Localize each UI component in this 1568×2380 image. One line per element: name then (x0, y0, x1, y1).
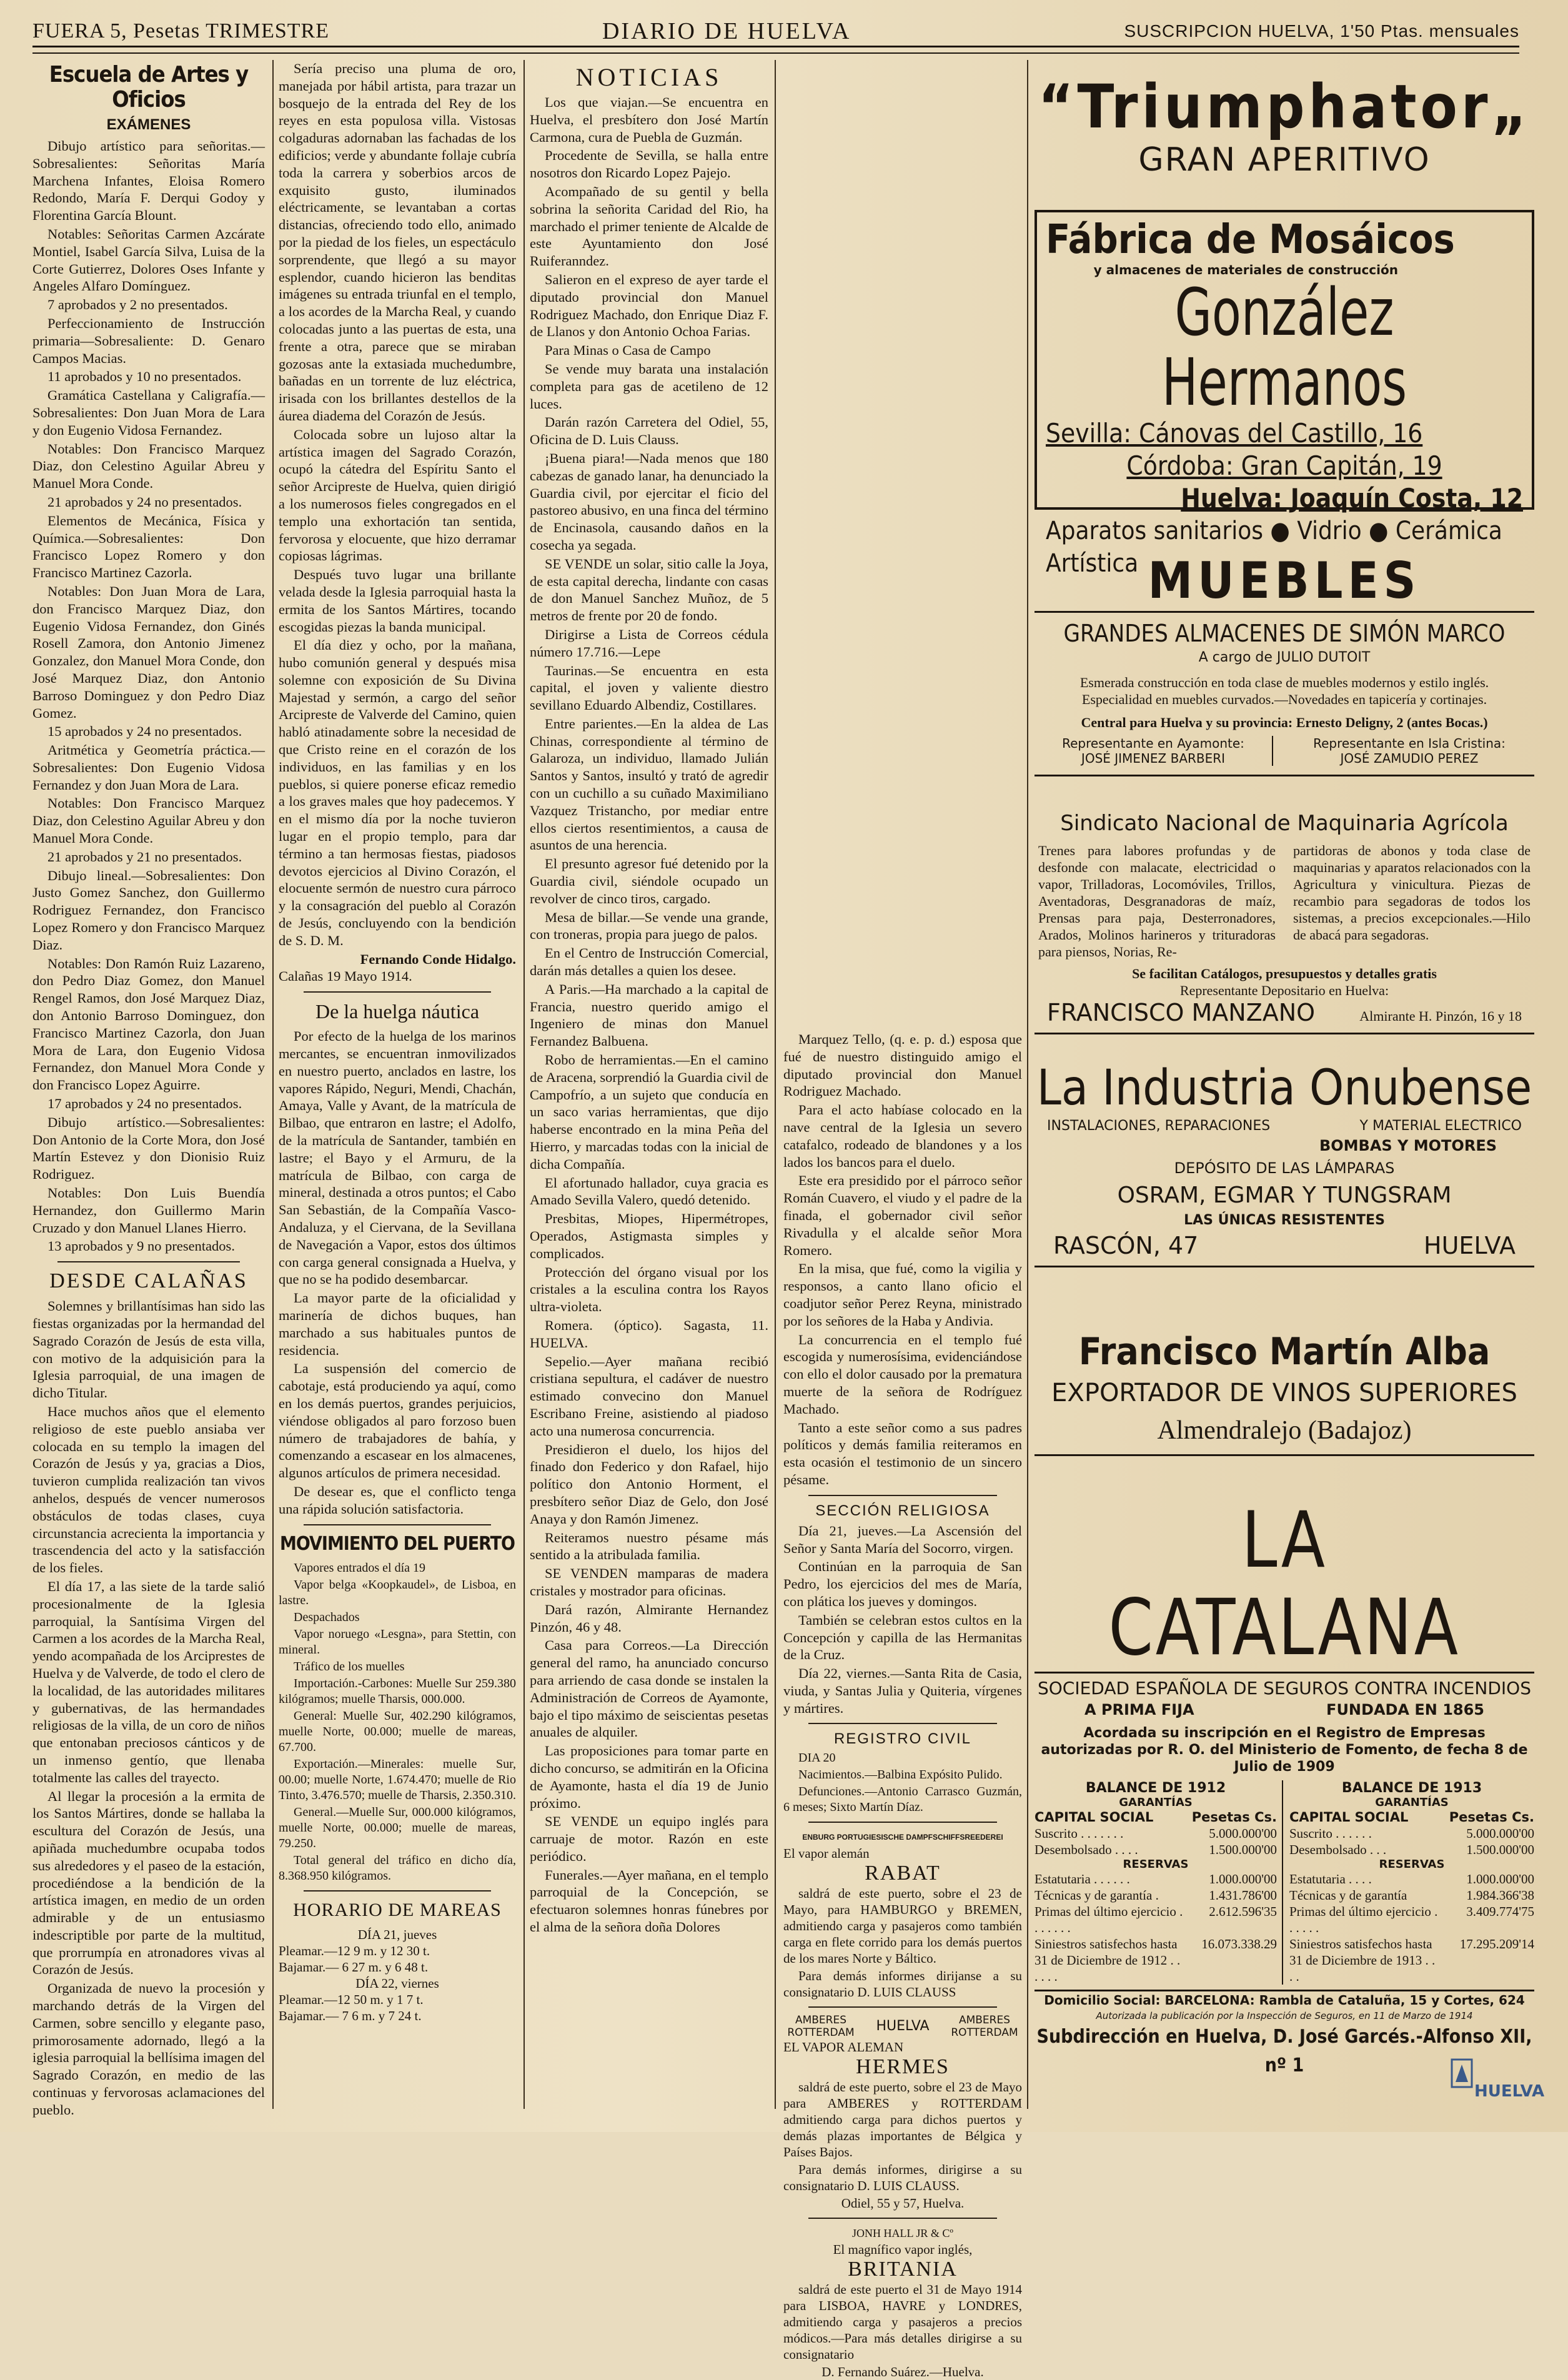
ad-line: Autorizada la publicación por la Inspección de Seguros, en 11 de Marzo de 1914 (1096, 2010, 1473, 2021)
paragraph: Solemnes y brillantísimas han sido las fiestas organizadas por la hermandad del Sagrado Corazón de Jesús de esta villa, con motivo de la adquisición para la Iglesia parroquial, de una imagen de dicho Titular. (32, 1298, 265, 1401)
article-title: SECCIÓN RELIGIOSA (815, 1502, 990, 1519)
route-mid: HUELVA (876, 2018, 930, 2035)
paragraph: En el Centro de Instrucción Comercial, darán más detalles a quien los desee. (530, 945, 768, 979)
balance-label: Suscrito . . . . . . . (1035, 1826, 1124, 1841)
article-body (32, 1297, 265, 2118)
article-body (279, 60, 516, 950)
library-label: HUELVA (1474, 2082, 1545, 2101)
divider (808, 1822, 997, 1823)
balance-value: 1.000.000'00 (1209, 1872, 1277, 1887)
ad-martin-alba (1035, 1328, 1534, 1515)
balance-label: Técnicas y de garantía (1289, 1888, 1407, 1903)
column-rule (523, 60, 525, 2109)
ad-line: Aparatos sanitarios ● Vidrio ● Cerámica Artística (1046, 517, 1502, 578)
article-body (783, 1522, 1022, 1717)
ad-title: “Triumphator„ (1038, 72, 1531, 142)
paragraph: Sería preciso una pluma de oro, manejada por hábil artista, para trazar un bosquejo de la entrada del Rey de los reyes en esta populosa villa. Vistosas colgaduras adornaban las fachadas de los edificios; verde y abundante follaje cubría toda la carrera y soberbios arcos de exquisito gusto, iluminados eléctricamente, se levantaban a cortas distancias, ofreciendo todo ello, animado por la piedad de los fieles, un espectáculo sorprendente, que llegó a su mayor esplendor, cuando hicieron las benditas imágenes su entrada triunfal en el templo, a los acordes de la Marcha Real, y cuando colocadas junto a las puertas de esta, una frente a otra, parece que se miraban gozosas ante la extasiada muchedumbre, bañadas en un torrente de luz eléctrica, irisada con los brillantes destellos de la áurea diadema del Corazón de Jesús. (279, 61, 516, 424)
paragraph: Procedente de Sevilla, se halla entre nosotros don Ricardo Lopez Pajejo. (530, 147, 768, 181)
paragraph: Hace muchos años que el elemento religioso de este pueblo ansiaba ver colocada en su templo la imagen del Corazón de Jesús y ya, gracias a Dios, tuvieron cumplida realización tan vivos anhelos, después de vencer numerosos obstáculos de todas clases, cuya circunstancia acrecienta la importancia y trascendencia del acto y la satisfacción de los fieles. (32, 1403, 265, 1576)
ad-city: HUELVA (1424, 1232, 1516, 1259)
ad-line: SOCIEDAD ESPAÑOLA DE SEGUROS CONTRA INCENDIOS (1037, 1678, 1531, 1698)
ship-tag: ENBURG PORTUGIESISCHE DAMPFSCHIFFSREEDEREI (802, 1833, 1003, 1842)
balance-value: 5.000.000'00 (1209, 1826, 1277, 1841)
balance-label: CAPITAL SOCIAL (1035, 1810, 1154, 1825)
balance-label: Siniestros satisfechos hasta 31 de Diciembre de 1913 . . . . (1289, 1936, 1436, 1984)
paragraph: Acompañado de su gentil y bella sobrina la señorita Caridad del Rio, ha marchado el primer teniente de Alcalde de este Ayuntamiento don José Ruiferanndez. (530, 183, 768, 269)
paragraph: Dibujo artístico.—Sobresalientes: Don Antonio de la Corte Mora, don José Martín Estevez y don Dionisio Ruiz Rodriguez. (32, 1114, 265, 1183)
article-title: NOTICIAS (575, 63, 723, 91)
balance-value: 5.000.000'00 (1466, 1826, 1534, 1841)
route-left: AMBERES ROTTERDAM (787, 2014, 855, 2040)
ad-line: Subdirección en Huelva, D. José Garcés.-Alfonso XII, nº 1 (1036, 2026, 1532, 2076)
article-body (279, 1560, 516, 1884)
ship-text: saldrá de este puerto el 31 de Mayo 1914 para LISBOA, HAVRE y LONDRES, admitiendo carga y pasajeros a precios módicos.—Para más detalles dirigirse a su consignatario (783, 2282, 1022, 2363)
ship-ad-hermes (783, 2014, 1022, 2211)
paragraph: Notables: Don Francisco Marquez Diaz, don Celestino Aguilar Abreu y don Manuel Mora Conde. (32, 795, 265, 846)
paragraph: Taurinas.—Se encuentra en esta capital, el joven y valiente diestro sevillano Eduardo Albendiz, Costillares. (530, 662, 768, 713)
ship-text: saldrá de este puerto, sobre el 23 de Mayo para AMBERES y ROTTERDAM admitiendo carga para dichos puertos y demás plazas importantes de Bélgica y Países Bajos. (783, 2080, 1022, 2160)
ad-line: Acordada su inscripción en el Registro de Empresas autorizadas por R. O. del Ministerio de Fomento, de fecha 8 de Julio de 1909 (1041, 1725, 1528, 1775)
paragraph: Dibujo artístico para señoritas.—Sobresalientes: Señoritas María Marchena Infantes, Eloisa Romero Redondo, María F. Derqui Godoy y Florentina García Blount. (32, 138, 265, 224)
ad-title: La Industria Onubense (1036, 1060, 1532, 1116)
paragraph: Robo de herramientas.—En el camino de Aracena, sorprendió la Guardia civil de Campofrío, a un sujeto que conducía en un saco varias herramientas, que dijo haberse encontrado en la mina Peña del Hierro, y marcadas todas con la inicial de dicha Compañía. (530, 1052, 768, 1172)
paragraph: Los que viajan.—Se encuentra en Huelva, el presbítero don José Martín Carmona, cura de Puebla de Guzmán. (530, 94, 768, 145)
ad-line: LAS ÚNICAS RESISTENTES (1184, 1212, 1385, 1228)
ad-industria (1035, 1059, 1534, 1359)
balance-value: 2.612.596'35 (1209, 1904, 1277, 1919)
ad-line: y almacenes de materiales de construcción (1093, 262, 1398, 277)
paragraph: La suspensión del comercio de cabotaje, está produciendo ya aquí, como en los demás puertos, grandes perjuicios, viéndose obligados al paro forzoso buen número de trabajadores de bahía, y comenzando a escasear en los almacenes, algunos artículos de primera necesidad. (279, 1361, 516, 1481)
paragraph: 17 aprobados y 24 no presentados. (47, 1096, 242, 1112)
divider (304, 991, 491, 993)
article-title: DESDE CALAÑAS (49, 1269, 248, 1293)
paragraph: 15 aprobados y 24 no presentados. (47, 723, 242, 740)
ad-text: partidoras de abonos y toda clase de maquinarias y aparatos relacionados con la Agricultura y vinicultura. Piezas de recambio para segadoras de todos los sistemas, a precios excepcionales.—Hilo de abacá para segadoras. (1293, 843, 1531, 943)
ad-line: Representante Depositario en Huelva: (1179, 983, 1389, 998)
paragraph: Sepelio.—Ayer mañana recibió cristiana sepultura, el cadáver de nuestro estimado convecino don Manuel Escribano Freine, asistiendo al piadoso acto una numerosa concurrencia. (530, 1353, 768, 1439)
balance-value: 3.409.774'75 (1466, 1904, 1534, 1919)
paragraph: Las proposiciones para tomar parte en dicho concurso, se admitirán en la Oficina de Ayamonte, hasta el día 19 de Junio próximo. (530, 1743, 768, 1811)
balance-title: BALANCE DE 1913 (1341, 1780, 1482, 1796)
paragraph: Notables: Don Juan Mora de Lara, don Francisco Marquez Diaz, don Eugenio Vidosa Fernandez, don Ginés Rosell Zamora, don Antonio Jimenez Gonzalez, don Manuel Mora Conde, don José Marquez Diaz, don Antonio Barroso Dominguez y don Pedro Diaz Gomez. (32, 583, 265, 721)
divider (808, 1495, 997, 1496)
ad-line: Se facilitan Catálogos, presupuestos y detalles gratis (1132, 966, 1437, 981)
paragraph: SE VENDE un solar, sitio calle la Joya, de esta capital derecha, lindante con casas de don Manuel Sanchez Muñoz, de 5 metros de frente por 20 de fondo. (530, 555, 768, 624)
balance-label: Técnicas y de garantía . (1035, 1888, 1159, 1903)
ad-address: Córdoba: Gran Capitán, 19 (1126, 450, 1442, 481)
balance-label: Pesetas Cs. (1191, 1810, 1277, 1825)
paragraph: ¡Buena piara!—Nada menos que 180 cabezas de ganado lanar, ha denunciado la Guardia civil, por ejercitar el ficio del pastoreo abusivo, en una finca del término de Encinasola, causando daños en la cosecha ya segada. (530, 450, 768, 553)
article-body (530, 94, 768, 1936)
advertisements (1035, 60, 1534, 2103)
ad-subtitle: GRAN APERITIVO (1138, 141, 1431, 179)
paragraph: Tanto a este señor como a sus padres políticos y demás familia reiteramos en esta ocasión el testimonio de un sincero pésame. (783, 1419, 1022, 1487)
paragraph: La mayor parte de la oficialidad y marinería de dichos buques, han marchado a sus habituales puntos de residencia. (279, 1290, 516, 1358)
ship-ad-rabat (783, 1829, 1022, 2000)
column-rule (775, 60, 776, 2109)
paragraph: Día 21, jueves.—La Ascensión del Señor y Santa María del Socorro, virgen. (783, 1522, 1022, 1556)
balance-label: Desembolsado . . . (1289, 1842, 1387, 1857)
ad-address: Huelva: Joaquín Costa, 12 (1181, 483, 1523, 513)
route-right: AMBERES ROTTERDAM (951, 2014, 1018, 2040)
ship-contact: Para demás informes dirijanse a su consignatario D. LUIS CLAUSS (783, 1968, 1022, 2000)
ship-text: saldrá de este puerto, sobre el 23 de Mayo, para HAMBURGO y BREMEN, admitiendo carga y pasajeros como también carga en flete corrido para los demás puertos de los mares Norte y Báltico. (783, 1886, 1022, 1966)
column-rule (1027, 60, 1028, 2109)
ad-title: MUEBLES (1148, 552, 1421, 610)
paragraph: General: Muelle Sur, 402.290 kilógramos, muelle Norte, 00.000; muelle de mareas, 67.700. (279, 1708, 516, 1754)
paragraph: Este era presidido por el párroco señor Román Cuavero, el viudo y el padre de la finada, el gobernador civil señor Rivadulla y el alcalde señor Mora Romero. (783, 1173, 1022, 1258)
ad-line: A PRIMA FIJA (1084, 1701, 1194, 1718)
paragraph: DIA 20 (798, 1751, 836, 1765)
ad-address: Sevilla: Cánovas del Castillo, 16 (1046, 418, 1423, 449)
balance-label: Primas del último ejercicio . . . . . . (1289, 1904, 1438, 1935)
paragraph: 7 aprobados y 2 no presentados. (47, 297, 228, 313)
ad-name: FRANCISCO MANZANO (1047, 999, 1316, 1026)
tide-row: Pleamar.—12 50 m. y 1 7 t. (279, 1991, 424, 2007)
column-2 (279, 60, 516, 2103)
tide-day: DÍA 22, viernes (355, 1975, 439, 1991)
ship-line: EL VAPOR ALEMAN (783, 2040, 904, 2055)
balance-label: Estatutaria . . . . (1289, 1872, 1372, 1887)
paragraph: Total general del tráfico en dicho día, 8.368.950 kilógramos. (279, 1853, 516, 1883)
column-1 (32, 60, 265, 2118)
divider (808, 1723, 997, 1724)
article-title: De la huelga náutica (315, 1000, 480, 1023)
paragraph: Al llegar la procesión a la ermita de los Santos Mártires, donde se hallaba la escultura del Corazón de Jesús, una apiñada muchedumbre ocupaba todos sus alrededores y el paseo de la estación, procediéndose a la bendición de la artística imagen, en medio de un orden admirable y de un entusiasmo indescriptible por parte de la multitud, que prorrumpía en atronadores vivas al Corazón de Jesús. (32, 1788, 265, 1978)
ad-title: Francisco Martín Alba (1078, 1330, 1491, 1374)
paragraph: Nacimientos.—Balbina Expósito Pulido. (798, 1768, 1003, 1782)
balance-label: Siniestros satisfechos hasta 31 de Diciembre de 1912 . . . . . . (1035, 1936, 1181, 1984)
paragraph: En la misa, que fué, como la vigilia y responsos, a canto llano oficio el coadjutor señor Perez Reyna, ministrado por los señores de la Haba y Andivia. (783, 1261, 1022, 1329)
paragraph: Presidieron el duelo, los hijos del finado don Federico y don Rafael, hijo político don Antonio Horment, el presbítero señor Diaz de Gelo, don José Anaya y don Ramón Jimenez. (530, 1441, 768, 1527)
balance-value: 1.500.000'00 (1209, 1842, 1277, 1857)
ad-line: Y MATERIAL ELECTRICO (1359, 1118, 1522, 1134)
paragraph: Gramática Castellana y Caligrafía.—Sobresalientes: Don Juan Mora de Lara y don Eugenio Vidosa Fernandez. (32, 387, 265, 438)
article-body (279, 1028, 516, 1517)
tide-row: Pleamar.—12 9 m. y 12 30 t. (279, 1943, 430, 1958)
ad-line: Esmerada construcción en toda clase de muebles modernos y estilo inglés. Especialidad en muebles curvados.—Novedades en tapicería y cortinajes. (1079, 675, 1489, 707)
balance-value: 1.431.786'00 (1209, 1888, 1277, 1903)
balance-value: 1.000.000'00 (1466, 1872, 1534, 1887)
ad-triumphator (1035, 72, 1534, 197)
rep-name: JOSÉ ZAMUDIO PEREZ (1340, 751, 1479, 766)
divider (808, 2006, 997, 2008)
paragraph: Colocada sobre un lujoso altar la artística imagen del Sagrado Corazón, ocupó la cátedra del Espíritu Santo el señor Arcipreste de Huelva, quien dirigió a los numerosos fieles congregados en el templo una exhortación tan sentida, fervorosa y elocuente, que hizo derramar copiosas lágrimas. (279, 426, 516, 564)
paragraph: Despachados (294, 1610, 360, 1624)
paragraph: 21 aprobados y 21 no presentados. (47, 848, 242, 865)
balance-label: Primas del último ejercicio . . . . . . . (1035, 1904, 1183, 1935)
dateline: Calañas 19 Mayo 1914. (279, 968, 412, 984)
ad-title: Fábrica de Mosáicos (1046, 217, 1455, 263)
paragraph: Se vende muy barata una instalación completa para gas de acetileno de 12 luces. (530, 360, 768, 412)
paragraph: Continúan en la parroquia de San Pedro, los ejercicios del mes de María, con plática los jueves y domingos. (783, 1559, 1022, 1609)
ship-name: RABAT (865, 1862, 941, 1885)
ad-line: Almendralejo (Badajoz) (1157, 1416, 1412, 1445)
paragraph: Defunciones.—Antonio Carrasco Guzmán, 6 meses; Sixto Martín Díaz. (783, 1785, 1022, 1815)
ship-tag: JONH HALL JR & Cº (852, 2227, 953, 2240)
paragraph: SE VENDE un equipo inglés para carruaje de motor. Razón en este periódico. (530, 1813, 768, 1864)
paragraph: El día 17, a las siete de la tarde salió procesionalmente de la Iglesia parroquial, la Santísima Virgen del Carmen a los acordes de la Marcha Real, yendo acompañada de los Arciprestes de Huelva y de Valverde, de todo el clero de la localidad, de las autoridades militares y gubernativas, de las hermandades religiosas de la villa, de un coro de niños que entonaban preciosos cánticos y de un inmenso gentío, que llenaba totalmente las calles del trayecto. (32, 1578, 265, 1785)
rep-name: JOSÉ JIMENEZ BARBERI (1081, 751, 1226, 766)
balance-value: 1.500.000'00 (1466, 1842, 1534, 1857)
paragraph: El presunto agresor fué detenido por la Guardia civil, siéndole ocupado un revolver de cinco tiros, cargado. (530, 856, 768, 906)
paragraph: 13 aprobados y 9 no presentados. (47, 1238, 235, 1254)
ad-line: FUNDADA EN 1865 (1326, 1701, 1484, 1718)
paragraph: A Paris.—Ha marchado a la capital de Francia, nuestro querido amigo el Ingeniero de minas don Manuel Fernandez Balbuena. (530, 981, 768, 1049)
paragraph: General.—Muelle Sur, 000.000 kilógramos, muelle Norte, 00.000; muelle de mareas, 79.250. (279, 1805, 516, 1850)
masthead (32, 14, 1519, 49)
paragraph: Tráfico de los muelles (294, 1659, 405, 1673)
paragraph: 11 aprobados y 10 no presentados. (47, 369, 242, 385)
paragraph: Presbitas, Miopes, Hipermétropes, Operados, Astigmasta simples y complicados. (530, 1211, 768, 1261)
ad-address: Almirante H. Pinzón, 16 y 18 (1359, 1008, 1522, 1024)
ship-contact: D. Fernando Suárez.—Huelva. (821, 2364, 984, 2380)
ship-contact: Para demás informes, dirigirse a su consignatario D. LUIS CLAUSS. (783, 2162, 1022, 2194)
paragraph: Notables: Don Ramón Ruiz Lazareno, don Pedro Diaz Gomez, don Manuel Rengel Ramos, don José Marquez Diaz, don Antonio Barroso Dominguez, don Francisco Martinez Cazorla, don Juan Mora de Lara, don Eugenio Vidosa Fernandez, don Manuel Mora Conde y don Francisco Lopez Aguirre. (32, 955, 265, 1093)
column-4 (783, 1031, 1022, 2380)
paragraph: También se celebran estos cultos en la Concepción y capilla de las Hermanitas de la Cruz. (783, 1612, 1022, 1663)
ad-title: LA CATALANA (1108, 1495, 1461, 1673)
article-body (783, 1031, 1022, 1489)
ad-brand: González Hermanos (1161, 274, 1407, 420)
ad-line: Domicilio Social: BARCELONA: Rambla de Cataluña, 15 y Cortes, 624 (1044, 1993, 1525, 2008)
ad-la-catalana (1035, 1497, 1534, 2103)
divider (808, 2218, 997, 2219)
ship-name: HERMES (856, 2055, 950, 2079)
balance-header: GARANTÍAS (1375, 1796, 1449, 1809)
paragraph: Por efecto de la huelga de los marinos mercantes, se encuentran inmovilizados en nuestro puerto, anclados en lastre, los vapores Rápido, Neguri, Mendi, Chachán, Amaya, Valle y Avant, de la matrícula de Bilbao, que entraron en lastre; el Adolfo, de la matrícula de Santander, también en lastre; el Bayo y el Armuru, de la matrícula de Bilbao, con carga de mineral, destinada a otros puntos; el Cabo San Sebastián, de la Compañía Vasco-Andaluza, y el Ciervana, de la Sevillana de Navegación a Vapor, estos dos últimos con carga general consignada a Huelva, y que no se ha podido desembarcar. (279, 1028, 516, 1287)
paragraph: Dará razón, Almirante Hernandez Pinzón, 46 y 48. (530, 1601, 768, 1635)
paragraph: Exportación.—Minerales: muelle Sur, 00.00; muelle Norte, 1.674.470; muelle de Rio Tinto, 3.476.570; muelle de Tharsis, 2.350.310. (279, 1757, 516, 1802)
ad-line: GRANDES ALMACENES DE SIMÓN MARCO (1063, 620, 1506, 647)
ad-title: Sindicato Nacional de Maquinaria Agrícola (1060, 811, 1509, 836)
article-title: MOVIMIENTO DEL PUERTO (280, 1532, 515, 1555)
paragraph: Vapor belga «Koopkaudel», de Lisboa, en lastre. (279, 1577, 516, 1607)
paragraph: SE VENDEN mamparas de madera cristales y mostrador para oficinas. (530, 1565, 768, 1599)
balance-label: Pesetas Cs. (1449, 1810, 1534, 1825)
paragraph: 21 aprobados y 24 no presentados. (47, 493, 242, 510)
article-title: Escuela de Artes y Oficios (49, 62, 249, 112)
balance-header: RESERVAS (1123, 1858, 1189, 1871)
ad-line: DEPÓSITO DE LAS LÁMPARAS (1174, 1159, 1395, 1177)
balance-title: BALANCE DE 1912 (1085, 1780, 1226, 1796)
paragraph: Mesa de billar.—Se vende una grande, con troneras, propia para juego de palos. (530, 909, 768, 943)
balance-1912 (1035, 1780, 1283, 1985)
library-seal-icon (1449, 2057, 1545, 2107)
divider (304, 1890, 491, 1892)
rep-label: Representante en Isla Cristina: (1313, 736, 1506, 751)
balance-label: Estatutaria . . . . . . (1035, 1872, 1130, 1887)
ad-text: Trenes para labores profundas y de desfonde con malacate, electricidad o vapor, Trilladoras, Locomóviles, Trillos, Aventadoras, Desgranadoras de maíz, Prensas para paja, Desterronadores, Arados, Molinos harineros y trituradoras para piensos, Norias, Re- (1038, 843, 1276, 959)
tide-row: Bajamar.— 6 27 m. y 6 48 t. (279, 1959, 429, 1975)
balance-value: 1.984.366'38 (1466, 1888, 1534, 1903)
paragraph: Después tuvo lugar una brillante velada desde la Iglesia parroquial hasta la ermita de los Santos Mártires, tocando escogidas piezas la banda municipal. (279, 567, 516, 635)
ad-mosaicos (1035, 210, 1534, 578)
paragraph: Darán razón Carretera del Odiel, 55, Oficina de D. Luis Clauss. (530, 414, 768, 448)
ad-line: BOMBAS Y MOTORES (1319, 1137, 1497, 1154)
paragraph: Vapor noruego «Lesgna», para Stettin, con mineral. (279, 1627, 516, 1657)
balance-header: GARANTÍAS (1119, 1796, 1193, 1809)
rep-label: Representante en Ayamonte: (1062, 736, 1244, 751)
paragraph: El afortunado hallador, cuya gracia es Amado Sevilla Valero, quedó detenido. (530, 1174, 768, 1208)
paragraph: Día 22, viernes.—Santa Rita de Casia, viuda, y Santas Julia y Quiteria, vírgenes y mártires. (783, 1665, 1022, 1716)
ad-sindicato (1035, 810, 1534, 1097)
column-rule (272, 60, 274, 2109)
masthead-rule (32, 46, 1519, 54)
article-title: HORARIO DE MAREAS (293, 1899, 502, 1920)
paragraph: Dibujo lineal.—Sobresalientes: Don Justo Gomez Sanchez, don Guillermo Rodriguez Fernandez, don Francisco Lopez Romero y don Francisco Marquez Diaz. (32, 867, 265, 953)
balance-value: 16.073.338.29 (1201, 1936, 1277, 1951)
signature: Fernando Conde Hidalgo. (360, 951, 516, 967)
ad-line: INSTALACIONES, REPARACIONES (1047, 1118, 1271, 1134)
paragraph: Elementos de Mecánica, Física y Química.—Sobresalientes: Don Francisco Lopez Romero y don Francisco Martinez Cazorla. (32, 512, 265, 581)
paragraph: Salieron en el expreso de ayer tarde el diputado provincial don Manuel Rodriguez Machado, don Enrique Diaz F. de Llanos y don Antonio Ochoa Farias. (530, 271, 768, 340)
tide-row: Bajamar.— 7 6 m. y 7 24 t. (279, 2008, 422, 2023)
divider (304, 1524, 491, 1525)
divider (57, 1261, 240, 1262)
ship-name: BRITANIA (848, 2258, 958, 2281)
paragraph: El día diez y ocho, por la mañana, hubo comunión general y después misa solemne con exposición de Su Divina Majestad y sermón, a cargo del señor Arcipreste de Valverde del Camino, quien habló atinadamente sobre la necesidad de que Cristo reine en el corazón de los individuos, en las familias y en los pueblos, si quiere ponerse eficaz remedio a los graves males que hoy padecemos. Y en el mismo día por la noche tuvieron lugar en el propio templo, para dar término a tan hermosas fiestas, piadosos devotos ejercicios al Divino Corazón, el elocuente sermón de nuestro cura párroco y la consagración del pueblo al Corazón de Jesús, concluyendo con la bendición de S. D. M. (279, 637, 516, 948)
paragraph: Protección del órgano visual por los cristales a la esculina contra los Rayos ultra-violeta. (530, 1264, 768, 1315)
balance-1913 (1289, 1780, 1534, 1985)
ad-line: Central para Huelva y su provincia: Ernesto Deligny, 2 (antes Bocas.) (1081, 715, 1488, 730)
paragraph: Notables: Don Francisco Marquez Diaz, don Celestino Aguilar Abreu y Manuel Mora Conde. (32, 440, 265, 492)
paragraph: Marquez Tello, (q. e. p. d.) esposa que fué de nuestro distinguido amigo el diputado provincial don Manuel Rodriguez Machado. (783, 1031, 1022, 1099)
paragraph: Importación.-Carbones: Muelle Sur 259.380 kilógramos; muelle Tharsis, 000.000. (279, 1676, 516, 1706)
paragraph: Para Minas o Casa de Campo (545, 342, 711, 359)
balance-header: RESERVAS (1379, 1858, 1445, 1871)
paragraph: Dirigirse a Lista de Correos cédula número 17.716.—Lepe (530, 626, 768, 660)
ship-line: El vapor alemán (783, 1846, 870, 1862)
ship-address: Odiel, 55 y 57, Huelva. (841, 2196, 965, 2211)
paragraph: La concurrencia en el templo fué escogida y numerosísima, evidenciándose con ello el dolor causado por la prematura muerte de la señora de Rodríguez Machado. (783, 1331, 1022, 1417)
paragraph: Notables: Don Luis Buendía Hernandez, don Guillermo Marin Cruzado y don Manuel Llanes Hierro. (32, 1185, 265, 1236)
tide-table (279, 1926, 516, 2024)
ad-address: RASCÓN, 47 (1053, 1232, 1199, 1259)
paragraph: Notables: Señoritas Carmen Azcárate Montiel, Isabel García Silva, Luisa de la Corte Gutierrez, Dolores Oses Infante y Angeles Alfaro Domínguez. (32, 226, 265, 294)
ad-line: A cargo de JULIO DUTOIT (1198, 650, 1371, 665)
paragraph: Entre parientes.—En la aldea de Las Chinas, correspondiente al término de Galaroza, un individuo, llamado Julián Santos y Santos, insultó y trató de agredir con un cuchillo a su cuñado Maximiliano Vazquez Tristancho, por mediar entre ellos ciertos resentimientos, a causa de asuntos de una herencia. (530, 715, 768, 853)
column-3 (530, 60, 768, 2103)
ship-line: El magnífico vapor inglés, (833, 2242, 973, 2258)
balance-label: Suscrito . . . . . . (1289, 1826, 1372, 1841)
ship-ad-britania (783, 2225, 1022, 2380)
paragraph: Organizada de nuevo la procesión y marchando detrás de la Virgen del Carmen, sobre sencillo y elegante paso, primorosamente adornado, llegó a la iglesia parroquial la bellísima imagen del Sagrado Corazón, en medio de las continuas y fervorosas aclamaciones del pueblo. (32, 1980, 265, 2118)
paragraph: Perfeccionamiento de Instrucción primaria—Sobresaliente: D. Genaro Campos Macias. (32, 315, 265, 366)
ad-line: EXPORTADOR DE VINOS SUPERIORES (1051, 1379, 1517, 1407)
paragraph: Vapores entrados el día 19 (294, 1560, 426, 1575)
paragraph: Reiteramos nuestro pésame más sentido a la atribulada familia. (530, 1529, 768, 1563)
tide-day: DÍA 21, jueves (357, 1926, 437, 1942)
article-title: REGISTRO CIVIL (833, 1730, 972, 1748)
balance-label: Desembolsado . . . . (1035, 1842, 1138, 1857)
balance-label: CAPITAL SOCIAL (1289, 1810, 1409, 1825)
balance-value: 17.295.209'14 (1459, 1936, 1534, 1951)
article-subtitle: EXÁMENES (106, 116, 191, 133)
ad-line: OSRAM, EGMAR Y TUNGSRAM (1117, 1183, 1452, 1208)
masthead-right: SUSCRIPCION HUELVA, 1'50 Ptas. mensuales (1124, 21, 1519, 41)
paragraph: Para el acto habíase colocado en la nave central de la Iglesia un severo catafalco, rodeado de blandones y a los lados los bancos para el duelo. (783, 1102, 1022, 1170)
masthead-left: FUERA 5, Pesetas TRIMESTRE (32, 19, 329, 42)
paragraph: Casa para Correos.—La Dirección general del ramo, ha anunciado concurso para arriendo de casa donde se instalen la Administración de Correos de Ayamonte, bajo el tipo máximo de seiscientas pesetas anuales de alquiler. (530, 1637, 768, 1740)
paragraph: De desear es, que el conflicto tenga una rápida solución satisfactoria. (279, 1483, 516, 1517)
paragraph: Funerales.—Ayer mañana, en el templo parroquial de la Concepción, se efectuaron solemnes honras fúnebres por el alma de la señora doña Dolores (530, 1867, 768, 1935)
article-body (32, 137, 265, 1255)
masthead-title: DIARIO DE HUELVA (602, 18, 851, 44)
paragraph: Romera. (óptico). Sagasta, 11. HUELVA. (530, 1317, 768, 1351)
article-body (783, 1750, 1022, 1815)
paragraph: Aritmética y Geometría práctica.—Sobresalientes: Don Eugenio Vidosa Fernandez y don Juan Mora de Lara. (32, 742, 265, 793)
